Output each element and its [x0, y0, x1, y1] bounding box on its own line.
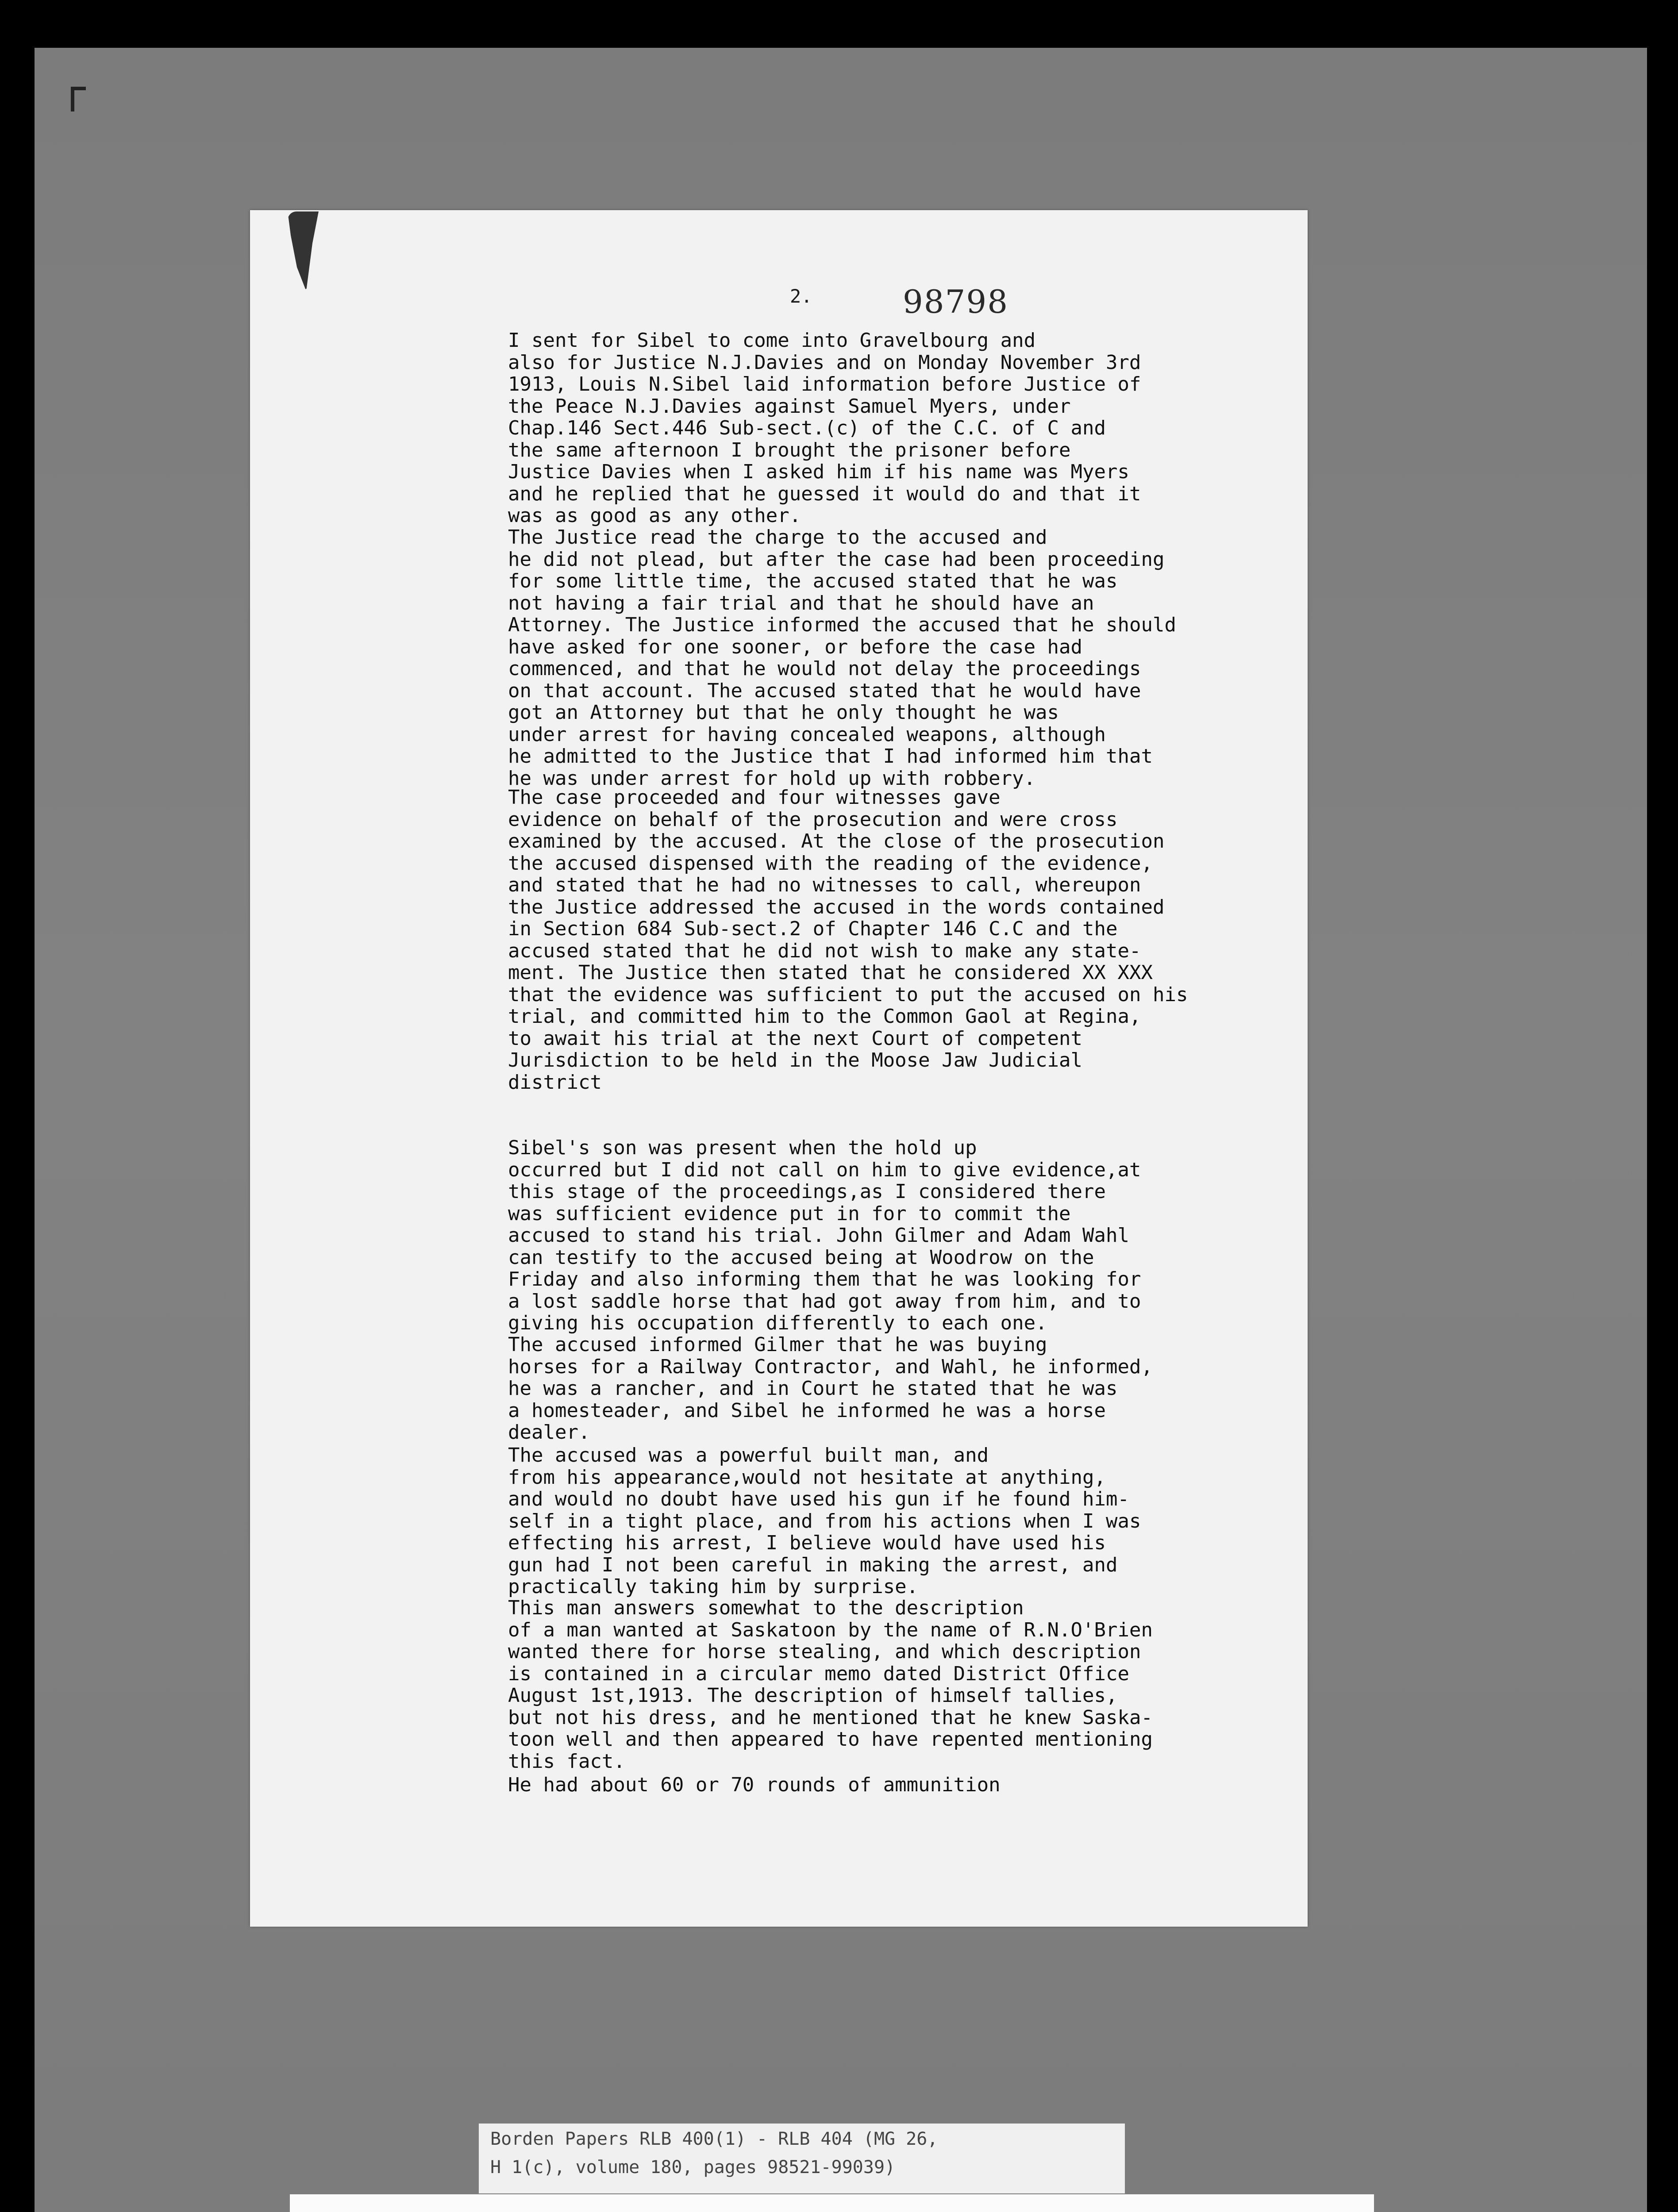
document-number-stamp: 98798	[903, 283, 1009, 320]
paragraph: The accused informed Gilmer that he was buying horses for a Railway Contractor, and Wahl, he informed, he was a rancher, and in Court he stated that he was a homesteader, and Sibel he informed he was a horse dealer.	[508, 1333, 1153, 1444]
archives-card	[290, 2194, 1374, 2212]
paragraph: This man answers somewhat to the description of a man wanted at Saskatoon by the name of R.N.O'Brien wanted there for horse stealing, and which description is contained in a circular memo dated District Office August 1st,1913. The description of himself tallies, but not his dress, and he mentioned that he knew Saska- toon well and then appeared to have repented mentioning this fact.	[508, 1597, 1153, 1773]
reference-line: H 1(c), volume 180, pages 98521-99039)	[490, 2157, 896, 2177]
paragraph: Sibel's son was present when the hold up occurred but I did not call on him to give evidence,at this stage of the proceedings,as I considered there was sufficient evidence put in for to commit the accused to stand his trial. John Gilmer and Adam Wahl can testify to the accused being at Woodrow on the Friday and also informing them that he was looking for a lost saddle horse that had got away from him, and to giving his occupation differently to each one.	[508, 1137, 1141, 1334]
reference-line: Borden Papers RLB 400(1) - RLB 404 (MG 26,	[490, 2129, 938, 2149]
paragraph: He had about 60 or 70 rounds of ammunition	[508, 1774, 1001, 1796]
paragraph: I sent for Sibel to come into Gravelbourg and also for Justice N.J.Davies and on Monday November 3rd 1913, Louis N.Sibel laid information before Justice of the Peace N.J.Davies against Samuel Myers, under Chap.146 Sect.446 Sub-sect.(c) of the C.C. of C and the same afternoon I brought the prisoner before Justice Davies when I asked him if his name was Myers and he replied that he guessed it would do and that it was as good as any other.	[508, 329, 1141, 527]
paragraph: The case proceeded and four witnesses gave evidence on behalf of the prosecution and were cross examined by the accused. At the close of the prosecution the accused dispensed with the reading of the evidence, and stated that he had no witnesses to call, whereupon the Justice addressed the accused in the words contained in Section 684 Sub-sect.2 of Chapter 146 C.C and the accused stated that he did not wish to make any state- ment. The Justice then stated that he considered XX XXX that the evidence was sufficient to put the accused on his trial, and committed him to the Common Gaol at Regina, to await his trial at the next Court of competent Jurisdiction to be held in the Moose Jaw Judicial district	[508, 786, 1188, 1094]
page-number: 2.	[790, 285, 812, 307]
paragraph: The Justice read the charge to the accused and he did not plead, but after the case had been proceeding for some little time, the accused stated that he was not having a fair trial and that he should have an Attorney. The Justice informed the accused that he should have asked for one sooner, or before the case had commenced, and that he would not delay the proceedings on that account. The accused stated that he would have got an Attorney but that he only thought he was under arrest for having concealed weapons, although he admitted to the Justice that I had informed him that he was under arrest for hold up with robbery.	[508, 526, 1176, 790]
paragraph: The accused was a powerful built man, and from his appearance,would not hesitate at anything, and would no doubt have used his gun if he found him- self in a tight place, and from his actions when I was effecting his arrest, I believe would have used his gun had I not been careful in making the arrest, and practically taking him by surprise.	[508, 1444, 1141, 1598]
corner-crop-mark	[71, 87, 86, 111]
